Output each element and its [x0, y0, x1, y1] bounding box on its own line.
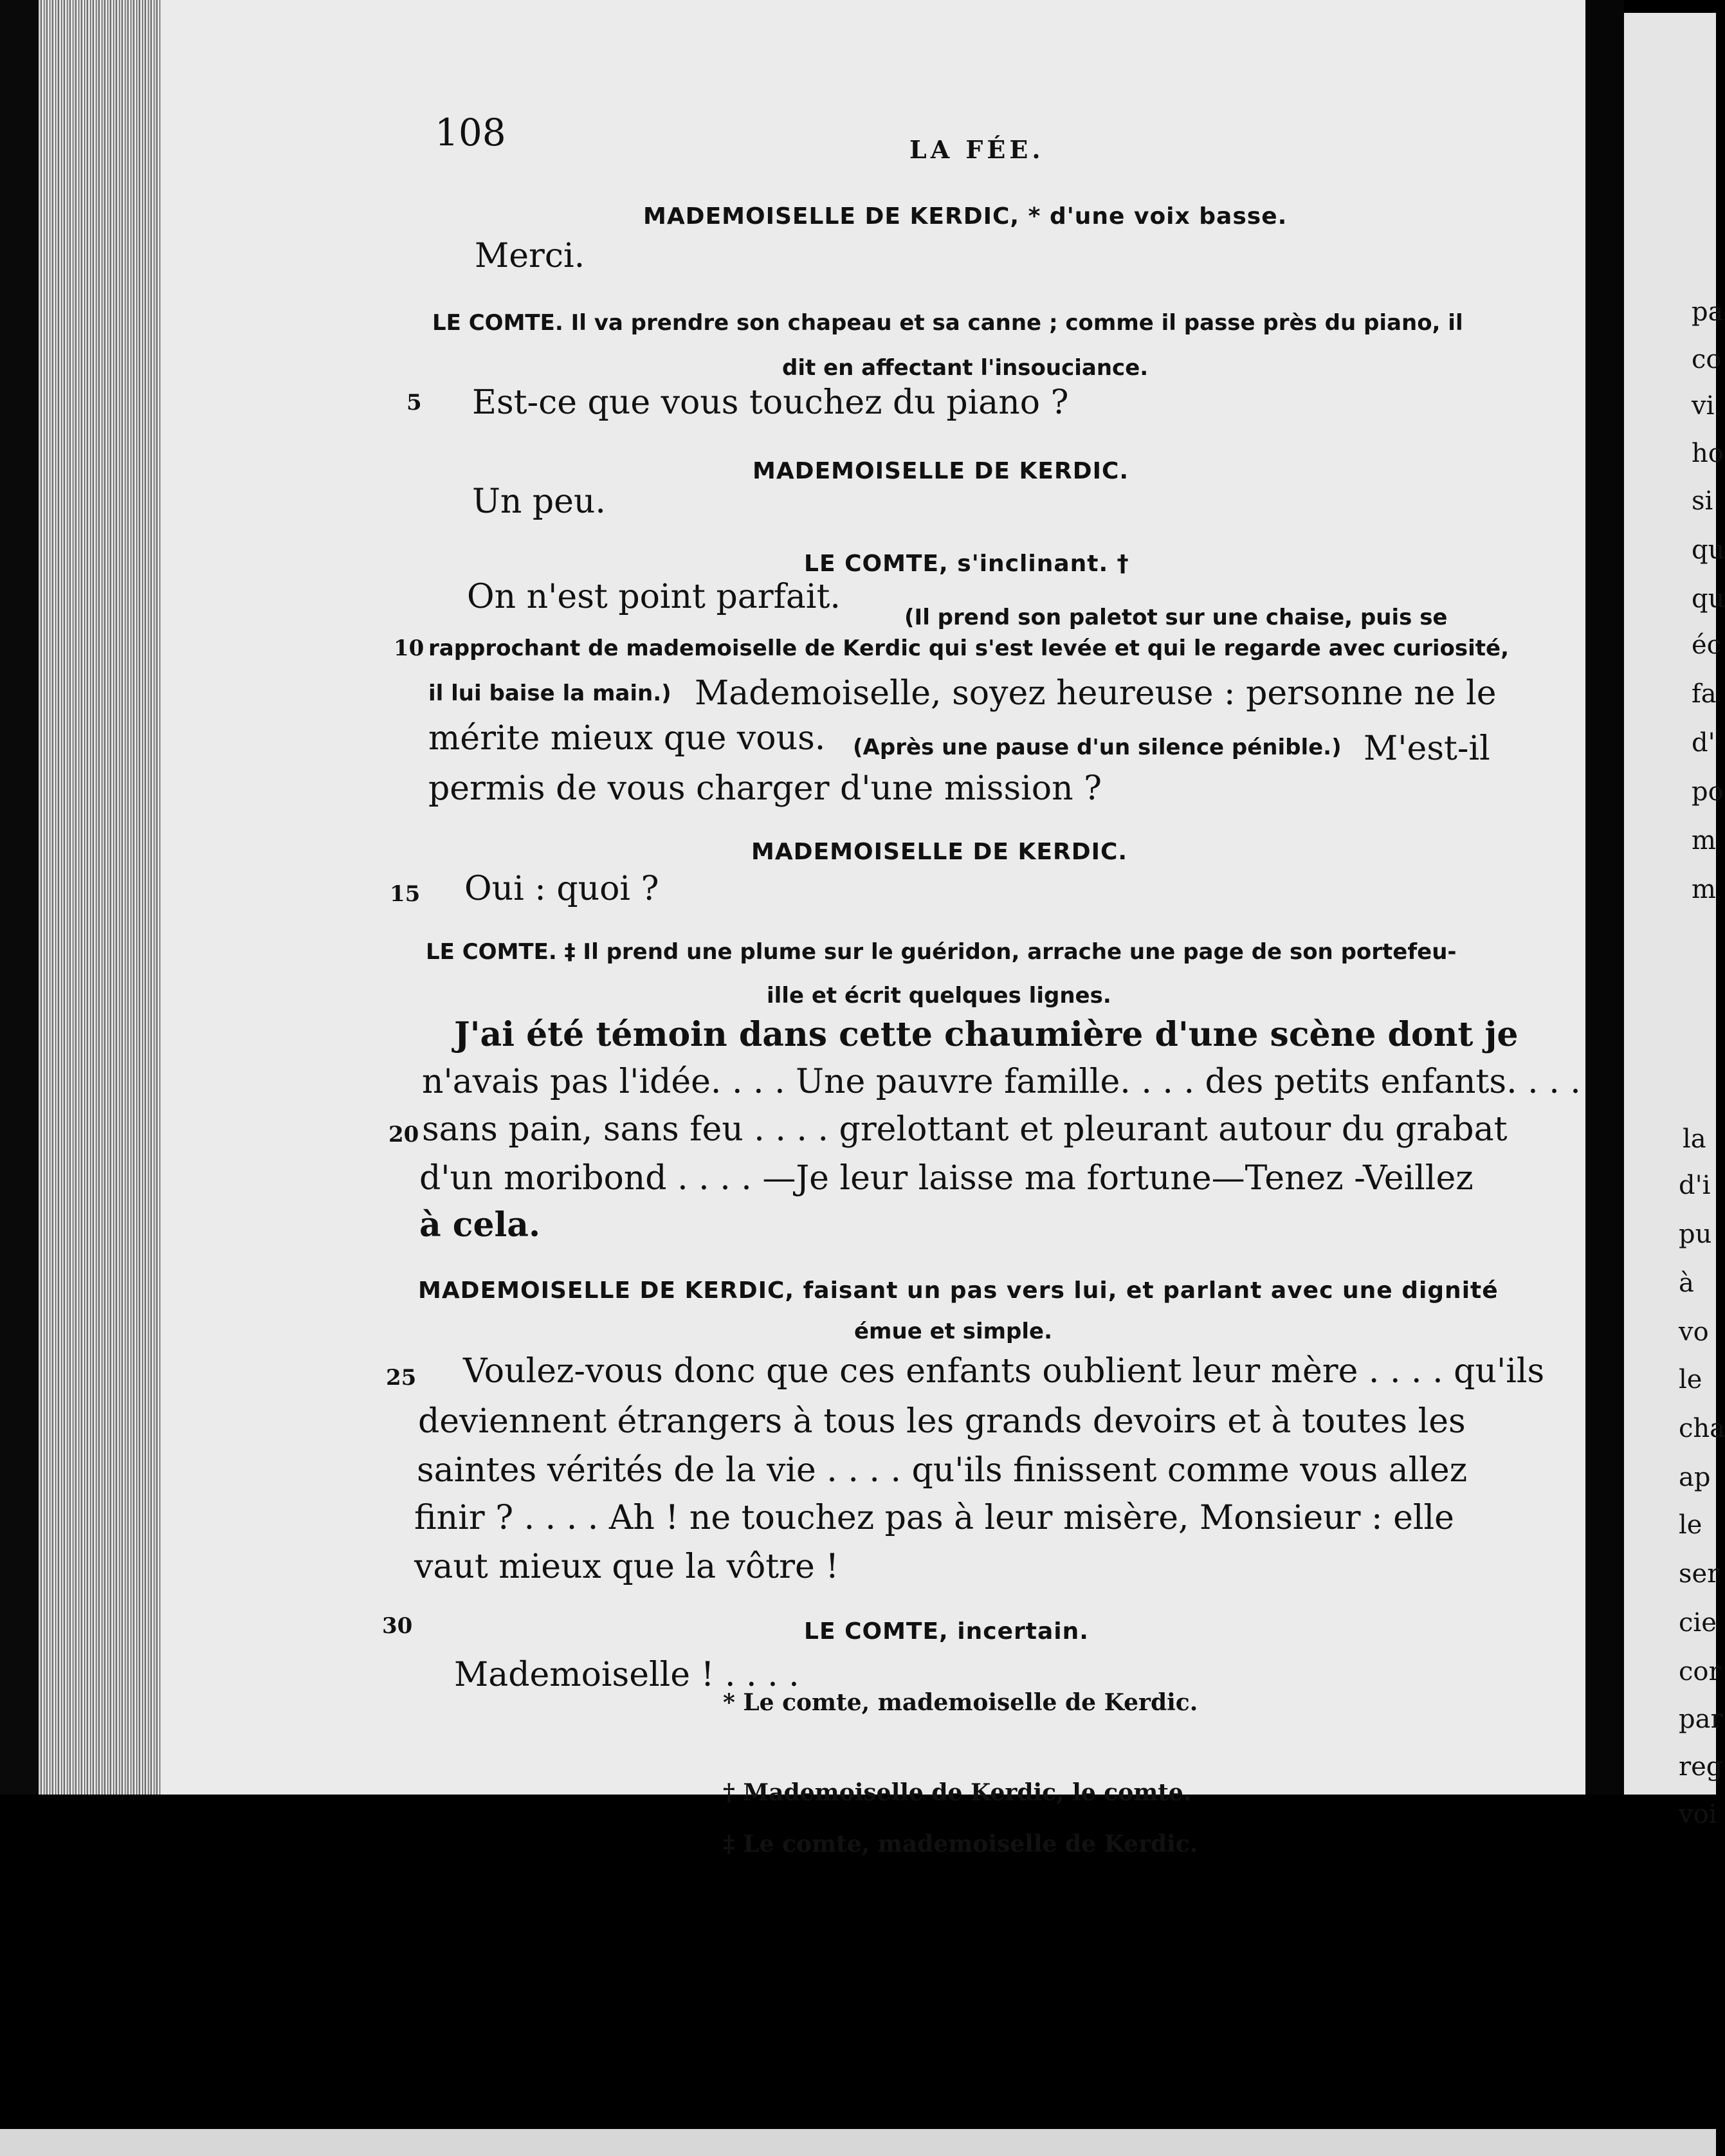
right-page-text: qu [1692, 535, 1725, 565]
right-page-text: à [1679, 1268, 1694, 1298]
right-page-text: qu [1692, 584, 1725, 614]
dialogue-line: J'ai été témoin dans cette chaumière d'une scène dont je [454, 1015, 1519, 1054]
stage-direction: (Il prend son paletot sur une chaise, puis se [904, 605, 1448, 630]
dialogue-line: n'avais pas l'idée. . . . Une pauvre famille. . . . des petits enfants. . . . [422, 1063, 1581, 1101]
dialogue-line: d'un moribond . . . . —Je leur laisse ma fortune—Tenez -Veillez [419, 1159, 1474, 1198]
page-edges [39, 0, 174, 1795]
dialogue-line: saintes vérités de la vie . . . . qu'ils finissent comme vous allez [417, 1451, 1468, 1490]
dialogue-line: Voulez-vous donc que ces enfants oublient leur mère . . . . qu'ils [463, 1352, 1545, 1391]
right-page-text: po [1692, 777, 1724, 807]
right-page-text: pu [1679, 1220, 1712, 1249]
running-title: LA FÉE. [909, 135, 1045, 164]
page-number: 108 [435, 111, 506, 154]
dialogue-line: sans pain, sans feu . . . . grelottant et pleurant autour du grabat [422, 1110, 1508, 1149]
right-page-text: ser [1679, 1559, 1720, 1589]
right-page-fragment [1624, 13, 1716, 1801]
stage-direction: LE COMTE. Il va prendre son chapeau et sa canne ; comme il passe près du piano, il [432, 310, 1463, 336]
dialogue-line: finir ? . . . . Ah ! ne touchez pas à leur misère, Monsieur : elle [414, 1499, 1454, 1537]
right-page-text: m [1692, 875, 1716, 904]
dialogue-line: Oui : quoi ? [464, 870, 659, 908]
line-number: 30 [382, 1613, 413, 1639]
dialogue-line: mérite mieux que vous. [428, 719, 826, 758]
footnote: † Mademoiselle de Kerdic, le comte. [723, 1779, 1192, 1806]
speaker-line: MADEMOISELLE DE KERDIC. [753, 458, 1129, 484]
footnote: ‡ Le comte, mademoiselle de Kerdic. [723, 1831, 1198, 1858]
right-page-text: d'i [1679, 1171, 1711, 1200]
right-page-text: le [1679, 1365, 1702, 1394]
dialogue-line: Est-ce que vous touchez du piano ? [472, 383, 1069, 422]
stage-direction: il lui baise la main.) [428, 681, 671, 706]
line-number: 15 [390, 881, 421, 907]
line-number: 25 [386, 1365, 417, 1391]
stage-direction: dit en affectant l'insouciance. [782, 355, 1149, 381]
dialogue-line: Mademoiselle ! . . . . [454, 1656, 799, 1694]
right-page-text: par [1679, 1704, 1723, 1734]
dialogue-line: M'est-il [1364, 729, 1490, 768]
right-page-text: éc [1692, 630, 1722, 660]
right-page-text: la [1683, 1124, 1706, 1154]
dialogue-line: Un peu. [472, 482, 606, 521]
dialogue-line: vaut mieux que la vôtre ! [414, 1548, 839, 1586]
line-number: 20 [388, 1122, 419, 1147]
stage-direction: ille et écrit quelques lignes. [767, 983, 1111, 1009]
dialogue-line: Mademoiselle, soyez heureuse : personne ne le [695, 674, 1497, 713]
right-page-text: vo [1679, 1317, 1709, 1347]
right-page-text: ho [1692, 439, 1724, 468]
right-page-text: reg [1679, 1752, 1723, 1782]
right-page-text: m [1692, 826, 1716, 855]
right-page-text: voi [1679, 1800, 1717, 1829]
right-page-text: pa [1692, 297, 1724, 327]
right-page-text: cha [1679, 1414, 1725, 1443]
dialogue-line: à cela. [419, 1205, 541, 1245]
right-page-text: vi [1692, 391, 1715, 421]
speaker-line: MADEMOISELLE DE KERDIC, faisant un pas vers lui, et parlant avec une dignité [418, 1277, 1499, 1304]
speaker-line: LE COMTE, s'inclinant. † [804, 551, 1129, 577]
dialogue-line: Merci. [475, 237, 585, 275]
right-page-text: fa [1692, 679, 1717, 709]
stage-direction: LE COMTE. ‡ Il prend une plume sur le guéridon, arrache une page de son portefeu- [426, 939, 1457, 965]
scan-bottom-strip [0, 2129, 1716, 2156]
right-page-text: cie [1679, 1608, 1717, 1638]
speaker-line: MADEMOISELLE DE KERDIC. [751, 839, 1128, 865]
stage-direction: rapprochant de mademoiselle de Kerdic qui s'est levée et qui le regarde avec curiosité, [428, 635, 1510, 661]
line-number: 5 [406, 390, 422, 416]
right-page-text: le [1679, 1510, 1702, 1540]
speaker-line: MADEMOISELLE DE KERDIC, * d'une voix basse. [643, 203, 1288, 230]
stage-direction: (Après une pause d'un silence pénible.) [853, 735, 1342, 760]
dialogue-line: deviennent étrangers à tous les grands devoirs et à toutes les [418, 1402, 1466, 1441]
right-page-text: co [1692, 345, 1722, 374]
speaker-line: LE COMTE, incertain. [804, 1618, 1089, 1645]
line-number: 10 [394, 635, 424, 661]
footnote: * Le comte, mademoiselle de Kerdic. [723, 1689, 1198, 1716]
right-page-text: ap [1679, 1463, 1711, 1492]
stage-direction: émue et simple. [854, 1319, 1053, 1344]
right-page-text: cor [1679, 1657, 1721, 1686]
right-page-text: si [1692, 486, 1713, 516]
right-page-text: d' [1692, 728, 1715, 758]
dialogue-line: permis de vous charger d'une mission ? [428, 769, 1102, 808]
dialogue-line: On n'est point parfait. [467, 578, 841, 616]
